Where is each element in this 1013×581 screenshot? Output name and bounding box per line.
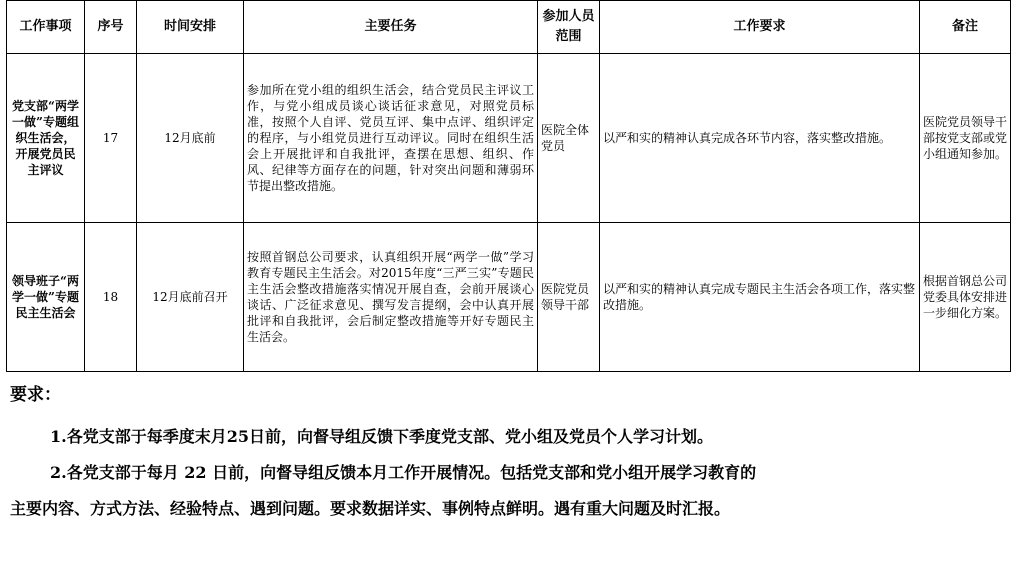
header-no: 序号 — [85, 1, 137, 54]
requirement-item-2-line-1: 2.各党支部于每月 22 日前，向督导组反馈本月工作开展情况。包括党支部和党小组开展学习教育的 — [50, 463, 757, 482]
cell-requirement: 以严和实的精神认真完成各环节内容，落实整改措施。 — [600, 54, 920, 223]
header-note: 备注 — [920, 1, 1011, 54]
cell-no: 18 — [85, 223, 137, 372]
requirement-item-2-line-2: 主要内容、方式方法、经验特点、遇到问题。要求数据详实、事例特点鲜明。遇有重大问题及时汇报。 — [10, 499, 731, 518]
requirement-item-1: 1.各党支部于每季度末月25日前，向督导组反馈下季度党支部、党小组及党员个人学习计划。 — [50, 427, 713, 446]
requirements-title: 要求： — [10, 385, 61, 405]
cell-time: 12月底前 — [137, 54, 244, 223]
cell-time: 12月底前召开 — [137, 223, 244, 372]
cell-task: 按照首钢总公司要求，认真组织开展“两学一做”学习教育专题民主生活会。对2015年度“三严三实”专题民主生活会整改措施落实情况开展自查，会前开展谈心谈话、广泛征求意见、撰写发言提纲，会中认真开展批评和自我批评，会后制定整改措施等开好专题民主生活会。 — [244, 223, 538, 372]
table-row — [7, 223, 1011, 372]
cell-item: 党支部“两学一做”专题组织生活会，开展党员民主评议 — [7, 54, 85, 223]
cell-participants: 医院党员领导干部 — [538, 223, 600, 372]
table-row — [7, 54, 1011, 223]
header-requirement: 工作要求 — [600, 1, 920, 54]
cell-item: 领导班子“两学一做”专题民主生活会 — [7, 223, 85, 372]
cell-participants: 医院全体党员 — [538, 54, 600, 223]
work-plan-table — [6, 0, 1011, 372]
header-task: 主要任务 — [244, 1, 538, 54]
header-participants: 参加人员范围 — [538, 1, 600, 54]
cell-task: 参加所在党小组的组织生活会，结合党员民主评议工作，与党小组成员谈心谈话征求意见，对照党员标准，按照个人自评、党员互评、集中点评、组织评定的程序，与小组党员进行互动评议。同时在组织生活会上开展批评和自我批评，查摆在思想、组织、作风、纪律等方面存在的问题，针对突出问题和薄弱环节提出整改措施。 — [244, 54, 538, 223]
table-header-row — [7, 1, 1011, 54]
cell-note: 医院党员领导干部按党支部或党小组通知参加。 — [920, 54, 1011, 223]
cell-requirement: 以严和实的精神认真完成专题民主生活会各项工作，落实整改措施。 — [600, 223, 920, 372]
header-time: 时间安排 — [137, 1, 244, 54]
header-item: 工作事项 — [7, 1, 85, 54]
cell-note: 根据首钢总公司党委具体安排进一步细化方案。 — [920, 223, 1011, 372]
cell-no: 17 — [85, 54, 137, 223]
